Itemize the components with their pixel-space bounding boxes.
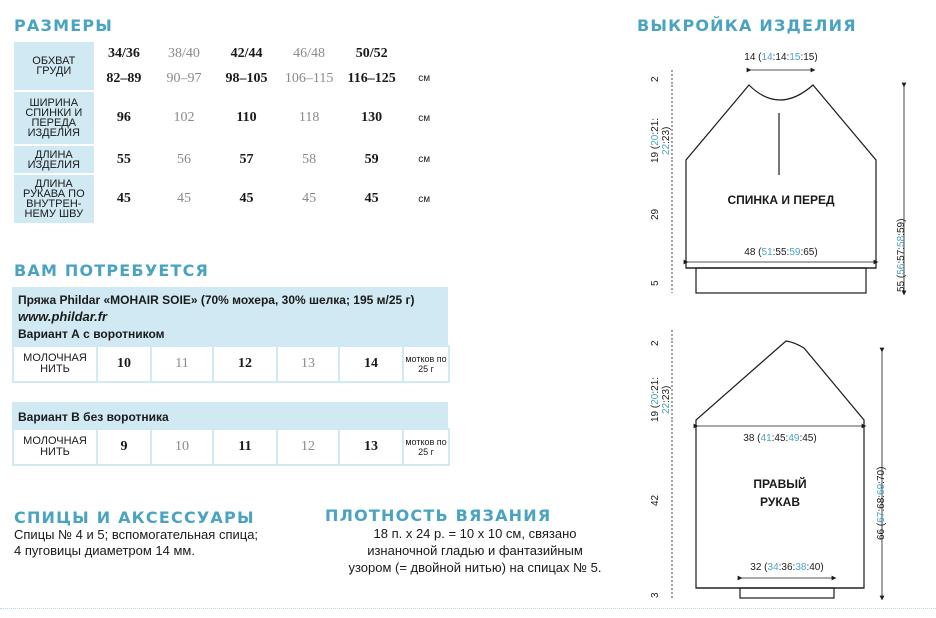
unit-cell: мотков по 25 г — [404, 347, 448, 381]
sizes-header-row — [14, 42, 444, 65]
dim-value: 48 — [744, 247, 756, 258]
dim-value: 19 — [650, 410, 661, 422]
body-dim-lines — [672, 70, 904, 293]
body-width-dim: 48 (51:55:59:65) — [744, 247, 818, 258]
sleeve-side-dim: 42 — [650, 494, 661, 506]
pattern-title: ВЫКРОЙКА ИЗДЕЛИЯ — [637, 16, 857, 35]
website: www.phildar.fr — [18, 309, 108, 324]
value-cell: 45 — [216, 175, 278, 223]
dim-value: 40 — [809, 562, 821, 573]
body-length-dim: 55 (56:57:58:59) — [896, 218, 907, 292]
value-cell: 82–89 — [96, 67, 153, 90]
body-rib — [696, 268, 866, 293]
text-line: узором (= двойной нитью) на спицах № 5. — [348, 560, 602, 575]
dim-value: 58 — [896, 235, 907, 247]
dim-value: 20 — [650, 393, 661, 405]
yarn-line: Пряжа Phildar «MOHAIR SOIE» (70% мохера, 30% шелка; 195 м/25 г) — [18, 293, 415, 307]
value-cell: 57 — [216, 146, 278, 173]
value-cell: 90–97 — [154, 67, 214, 90]
value-cell: 96 — [96, 92, 153, 144]
value-cell: 9 — [98, 430, 150, 464]
yarn-label: МОЛОЧНАЯ НИТЬ — [14, 430, 96, 464]
variant-b-block — [12, 402, 448, 430]
dim-value: 21 — [650, 379, 661, 391]
dim-value: 21 — [650, 120, 661, 132]
value-cell: 58 — [279, 146, 339, 173]
value-cell: 13 — [278, 347, 338, 381]
dim-value: 15 — [803, 52, 815, 63]
dim-value: 22 — [661, 143, 672, 155]
dim-value: 22 — [661, 402, 672, 414]
value-cell: 45 — [154, 175, 214, 223]
size-col: 50/52 — [341, 42, 403, 65]
sleeve-outline — [696, 341, 864, 588]
sleeve-raglan-dim: 19 (20:21: — [650, 376, 661, 422]
row-label-length: ДЛИНА ИЗДЕЛИЯ — [14, 146, 94, 173]
sleeve-dim-lines — [672, 330, 882, 598]
bottom-divider — [0, 608, 936, 609]
unit-cell — [404, 42, 444, 65]
dim-value: 34 — [767, 562, 779, 573]
length-row — [14, 146, 444, 173]
text-line: 4 пуговицы диаметром 14 мм. — [14, 543, 195, 558]
sleeve-schematic — [696, 341, 864, 598]
value-cell: 45 — [96, 175, 153, 223]
dim-value: 66 — [876, 528, 887, 540]
gauge-title: ПЛОТНОСТЬ ВЯЗАНИЯ — [325, 506, 552, 525]
needles-title: СПИЦЫ И АКСЕССУАРЫ — [14, 508, 255, 527]
value-cell: 118 — [279, 92, 339, 144]
dim-value: 23 — [661, 129, 672, 142]
dim-value: 41 — [760, 433, 772, 444]
unit-cell: см — [404, 175, 444, 223]
sleeve-top-dim: 38 (41:45:49:45) — [743, 433, 817, 444]
text-line: изнаночной гладью и фантазийным — [367, 543, 583, 558]
body-rib-dim: 5 — [650, 280, 661, 286]
yarn-label: МОЛОЧНАЯ НИТЬ — [14, 347, 96, 381]
dim-value: 55 — [775, 247, 787, 258]
body-outline — [686, 85, 876, 268]
value-cell: 106–115 — [279, 67, 339, 90]
dim-value: 51 — [761, 247, 773, 258]
variant-b-table — [12, 428, 450, 466]
sleeve-row — [14, 175, 444, 223]
value-cell: 130 — [341, 92, 403, 144]
dim-value: 38 — [743, 433, 755, 444]
dim-value: 45 — [802, 433, 814, 444]
value-cell: 10 — [98, 347, 150, 381]
value-cell: 116–125 — [341, 67, 403, 90]
row-label-sleeve: ДЛИНА РУКАВА ПО ВНУТРЕН- НЕМУ ШВУ — [14, 175, 94, 223]
value-cell: 55 — [96, 146, 153, 173]
dim-value: 32 — [750, 562, 762, 573]
dim-value: 14 — [744, 52, 756, 63]
sleeve-cuff-dim: 32 (34:36:38:40) — [750, 562, 824, 573]
sleeve-label-1: ПРАВЫЙ — [753, 477, 807, 491]
size-col: 42/44 — [216, 42, 278, 65]
unit-cell: мотков по 25 г — [404, 430, 448, 464]
value-cell: 12 — [278, 430, 338, 464]
dim-value: 55 — [896, 280, 907, 292]
schematic — [636, 40, 932, 614]
variant-a-title: Вариант А с воротником — [18, 327, 165, 341]
unit-cell: см — [404, 92, 444, 144]
value-cell: 59 — [341, 146, 403, 173]
value-cell: 98–105 — [216, 67, 278, 90]
text-line: Спицы № 4 и 5; вспомогательная спица; — [14, 527, 259, 542]
value-cell: 56 — [154, 146, 214, 173]
dim-value: 38 — [795, 562, 807, 573]
dim-value: 19 — [650, 151, 661, 163]
unit-cell: см — [404, 146, 444, 173]
sleeve-label-2: РУКАВ — [760, 495, 800, 509]
value-cell: 12 — [214, 347, 276, 381]
text-line: 18 п. х 24 р. = 10 х 10 см, связано — [373, 526, 577, 541]
value-cell: 45 — [279, 175, 339, 223]
dim-value: 15 — [789, 52, 801, 63]
dim-value: 14 — [761, 52, 773, 63]
sleeve-rib — [740, 588, 834, 598]
yarn-block — [12, 287, 448, 347]
needles-text — [14, 527, 258, 559]
row-label-width: ШИРИНА СПИНКИ И ПЕРЕДА ИЗДЕЛИЯ — [14, 92, 94, 144]
dim-value: 49 — [788, 433, 800, 444]
row-label-chest: ОБХВАТ ГРУДИ — [14, 42, 94, 90]
dim-value: 36 — [781, 562, 793, 573]
dim-value: 69 — [876, 483, 887, 495]
body-neck-drop: 2 — [650, 76, 661, 82]
size-col: 34/36 — [96, 42, 153, 65]
variant-a-table — [12, 345, 450, 383]
dim-value: 20 — [650, 134, 661, 146]
dim-value: 45 — [774, 433, 786, 444]
body-side-dim: 29 — [650, 208, 661, 220]
dim-value: 56 — [896, 263, 907, 275]
dim-value: 14 — [775, 52, 787, 63]
variant-b-title: Вариант В без воротника — [18, 410, 169, 424]
sleeve-rib-dim: 3 — [650, 592, 661, 598]
value-cell: 45 — [341, 175, 403, 223]
body-armhole-dim: 19 (20:21: — [650, 117, 661, 163]
sleeve-length-dim: 66 (67:68:69:70) — [876, 466, 887, 540]
sizes-table — [12, 40, 446, 225]
dim-value: 67 — [876, 511, 887, 523]
unit-cell: см — [404, 67, 444, 90]
dim-value: 59 — [896, 221, 907, 234]
body-neck-dim: 14 (14:14:15:15) — [744, 52, 818, 63]
width-row — [14, 92, 444, 144]
sleeve-raglan-dim-2: 22:23) — [661, 385, 672, 414]
dim-value: 23 — [661, 388, 672, 401]
dim-value: 70 — [876, 469, 887, 482]
body-label: СПИНКА И ПЕРЕД — [727, 193, 835, 207]
value-cell: 110 — [216, 92, 278, 144]
dim-value: 68 — [876, 497, 887, 509]
gauge-text — [325, 525, 625, 576]
value-cell: 102 — [154, 92, 214, 144]
sizes-title: РАЗМЕРЫ — [14, 16, 114, 35]
dim-value: 65 — [803, 247, 815, 258]
sleeve-top-drop: 2 — [650, 340, 661, 346]
value-cell: 14 — [340, 347, 402, 381]
value-cell: 11 — [214, 430, 276, 464]
size-col: 46/48 — [279, 42, 339, 65]
value-cell: 13 — [340, 430, 402, 464]
dim-value: 59 — [789, 247, 801, 258]
size-col: 38/40 — [154, 42, 214, 65]
value-cell: 11 — [152, 347, 212, 381]
dim-value: 57 — [896, 249, 907, 261]
body-armhole-dim-2: 22:23) — [661, 126, 672, 155]
needs-title: ВАМ ПОТРЕБУЕТСЯ — [14, 261, 210, 280]
value-cell: 10 — [152, 430, 212, 464]
